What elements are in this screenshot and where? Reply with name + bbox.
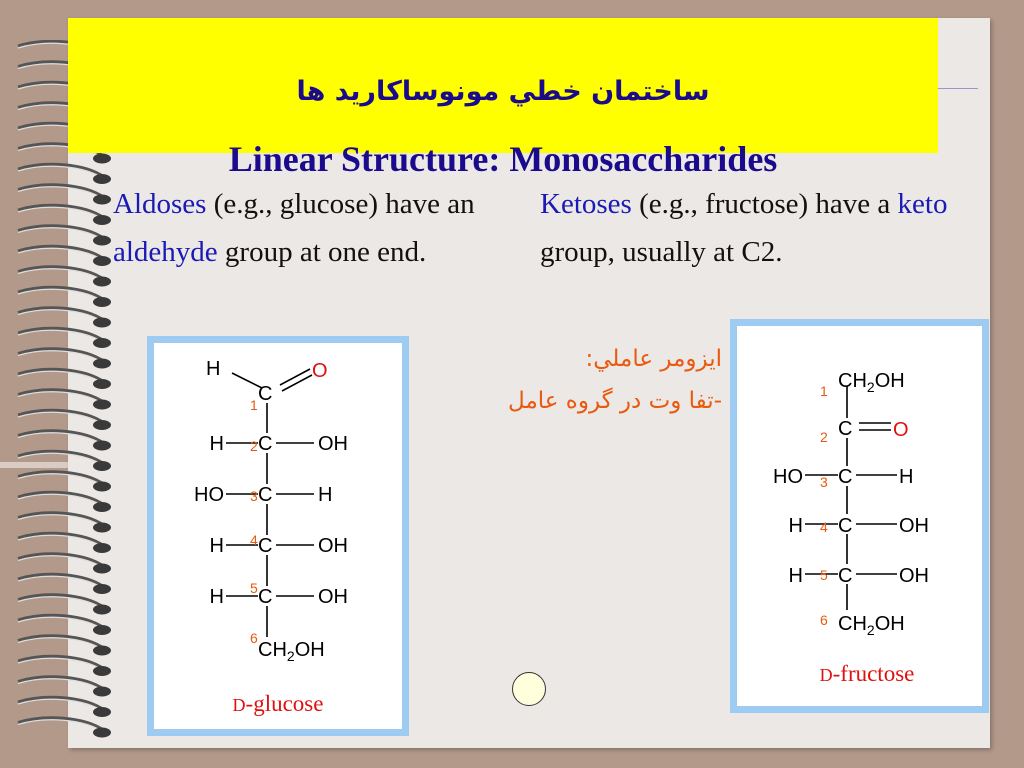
binding-ring xyxy=(18,595,111,615)
binding-ring xyxy=(18,656,111,676)
fructose-panel xyxy=(730,319,989,713)
c6-subscript: 2 xyxy=(286,648,295,664)
c6-oh: OH xyxy=(874,613,905,635)
binding-ring xyxy=(18,267,111,287)
c6-subscript: 2 xyxy=(866,622,875,638)
c5-left: H xyxy=(209,586,224,608)
ketoses-text-1: (e.g., fructose) have a xyxy=(631,188,898,220)
c1-subscript: 2 xyxy=(866,379,875,395)
binding-ring xyxy=(18,369,111,389)
carbon-number-5: 5 xyxy=(250,580,258,596)
binding-ring xyxy=(18,451,111,471)
carbon-1: C xyxy=(258,383,273,405)
aldoses-text-1: (e.g., glucose) have an xyxy=(206,188,475,220)
binding-ring xyxy=(18,677,111,697)
note-line-2: -تفا وت در گروه عامل xyxy=(508,388,722,414)
aldoses-paragraph xyxy=(113,180,513,276)
glucose-caption-name: -glucose xyxy=(245,691,324,716)
c5-right: OH xyxy=(899,565,929,587)
c4-right: OH xyxy=(899,515,929,537)
c2-oxygen: O xyxy=(893,419,909,441)
c1-hydrogen: H xyxy=(206,358,221,380)
c6-oh: OH xyxy=(294,639,325,661)
c1-ch: CH xyxy=(838,370,867,392)
c3-right: H xyxy=(318,484,333,506)
carbon-number-2: 2 xyxy=(250,438,258,454)
carbon-number-1: 1 xyxy=(250,397,258,413)
binding-ring xyxy=(18,226,111,246)
binding-ring xyxy=(18,533,111,553)
slide-title-english: Linear Structure: Monosaccharides xyxy=(228,139,778,179)
carbon-5: C xyxy=(258,586,273,608)
c5-left: H xyxy=(788,565,803,587)
binding-ring xyxy=(18,718,111,738)
ketoses-term: Ketoses xyxy=(540,188,632,220)
carbon-2: C xyxy=(258,433,273,455)
c6-group xyxy=(838,613,905,638)
binding-ring xyxy=(18,410,111,430)
carbon-number-3: 3 xyxy=(250,488,258,504)
c4-left: H xyxy=(788,515,803,537)
functional-isomer-note xyxy=(508,338,722,422)
carbon-number-1: 1 xyxy=(820,383,828,399)
c1-oh: OH xyxy=(874,370,905,392)
binding-ring xyxy=(18,246,111,266)
binding-ring xyxy=(18,574,111,594)
carbon-5: C xyxy=(838,565,853,587)
bond-c1-o-b xyxy=(282,375,312,391)
carbon-number-6: 6 xyxy=(250,630,258,646)
c4-left: H xyxy=(209,535,224,557)
fructose-caption-name: -fructose xyxy=(832,661,915,686)
binding-ring xyxy=(18,431,111,451)
binding-ring xyxy=(18,492,111,512)
binding-ring xyxy=(18,287,111,307)
carbon-number-5: 5 xyxy=(820,567,828,583)
binding-ring xyxy=(18,513,111,533)
binding-ring xyxy=(18,554,111,574)
slide-title-persian: ساختمان خطي مونوساكاريد ها xyxy=(296,76,710,107)
carbon-4: C xyxy=(258,535,273,557)
c3-left: HO xyxy=(194,484,224,506)
title-box xyxy=(68,18,938,179)
glucose-caption-prefix: D xyxy=(232,695,246,715)
binding-ring xyxy=(18,472,111,492)
aldoses-text-2: group at one end. xyxy=(217,236,427,268)
ketoses-text-2: group, usually at C2. xyxy=(540,236,783,268)
carbon-number-4: 4 xyxy=(820,519,828,535)
c5-right: OH xyxy=(318,586,348,608)
carbon-number-2: 2 xyxy=(820,429,828,445)
decorative-rule xyxy=(938,88,978,89)
binding-ring xyxy=(18,185,111,205)
binding-ring xyxy=(18,636,111,656)
keto-term: keto xyxy=(897,188,948,220)
ketoses-paragraph xyxy=(540,180,1000,276)
c2-right: OH xyxy=(318,433,348,455)
c3-left: HO xyxy=(773,466,803,488)
aldoses-term: Aldoses xyxy=(113,188,207,220)
carbon-3: C xyxy=(258,484,273,506)
carbon-3: C xyxy=(838,466,853,488)
bond-c1-o-a xyxy=(280,369,310,385)
fructose-caption xyxy=(820,661,915,686)
c6-group xyxy=(258,639,325,664)
carbon-number-4: 4 xyxy=(250,532,258,548)
c4-right: OH xyxy=(318,535,348,557)
fructose-caption-prefix: D xyxy=(819,665,833,685)
fructose-structure xyxy=(737,326,982,706)
c2-left: H xyxy=(209,433,224,455)
glucose-panel xyxy=(147,336,409,736)
carbon-4: C xyxy=(838,515,853,537)
c1-oxygen: O xyxy=(312,360,328,382)
c3-right: H xyxy=(899,466,914,488)
glucose-structure xyxy=(154,343,402,729)
c1-group xyxy=(838,370,905,395)
glucose-caption xyxy=(233,691,324,716)
binding-ring xyxy=(18,615,111,635)
slide-action-button[interactable] xyxy=(512,672,546,706)
aldehyde-term: aldehyde xyxy=(113,236,218,268)
binding-ring xyxy=(18,308,111,328)
binding-ring xyxy=(18,390,111,410)
note-line-1: ايزومر عاملي: xyxy=(585,346,722,372)
carbon-number-6: 6 xyxy=(820,612,828,628)
binding-ring xyxy=(18,328,111,348)
binding-ring xyxy=(18,349,111,369)
binding-ring xyxy=(18,697,111,717)
c6-ch: CH xyxy=(258,639,287,661)
carbon-number-3: 3 xyxy=(820,474,828,490)
binding-ring xyxy=(18,205,111,225)
carbon-2: C xyxy=(838,418,853,440)
c6-ch: CH xyxy=(838,613,867,635)
